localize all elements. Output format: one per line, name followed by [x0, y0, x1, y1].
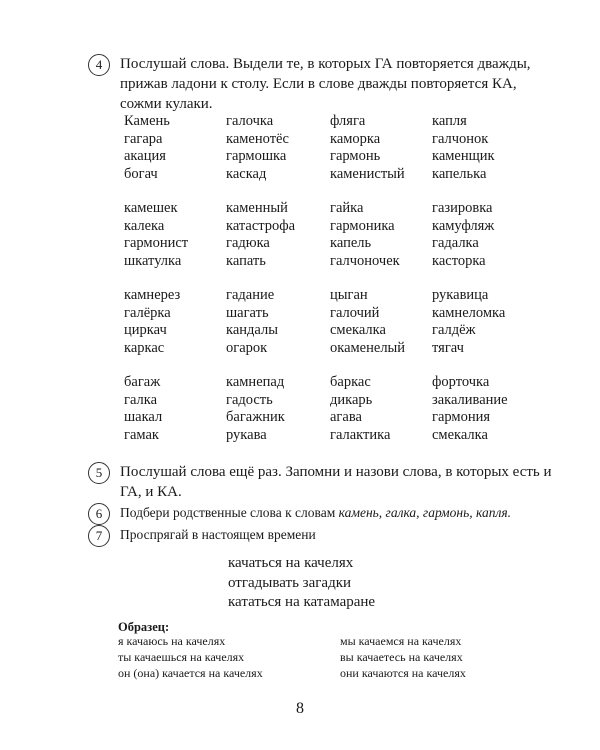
- word: капель: [330, 235, 372, 251]
- exercise-6-words: камень, галка, гармонь, капля.: [338, 505, 512, 520]
- phrase: качаться на качелях: [228, 555, 354, 571]
- word: смекалка: [330, 322, 386, 338]
- word: каменотёс: [226, 130, 289, 147]
- word: касторка: [432, 252, 486, 269]
- word-block-2: [124, 200, 542, 270]
- word: тягач: [432, 339, 464, 356]
- word: каркас: [124, 339, 165, 356]
- word: камнерез: [124, 287, 181, 303]
- exercise-6: [90, 503, 560, 523]
- word: окаменелый: [330, 339, 406, 356]
- word: галка: [124, 391, 158, 408]
- word: капать: [226, 252, 266, 269]
- sample-singular: [118, 633, 263, 681]
- word: галочий: [330, 304, 380, 321]
- word: галдёж: [432, 322, 476, 338]
- sample-plural: [340, 633, 466, 681]
- word: агава: [330, 409, 362, 425]
- word: дикарь: [330, 391, 373, 408]
- word: каменщик: [432, 148, 495, 164]
- word: каморка: [330, 130, 381, 147]
- conjugation-phrases: [228, 554, 375, 613]
- word: гармонь: [330, 148, 381, 164]
- sample-line: вы качаетесь на качелях: [340, 650, 463, 664]
- word: галочка: [226, 113, 274, 129]
- word: шагать: [226, 304, 269, 321]
- word: гармошка: [226, 148, 287, 164]
- word-block-1: [124, 113, 542, 183]
- sample-line: они качаются на качелях: [340, 666, 466, 680]
- phrase: отгадывать загадки: [228, 574, 352, 591]
- word: катастрофа: [226, 217, 296, 234]
- exercise-number-badge: 4: [88, 54, 110, 76]
- word: гайка: [330, 200, 364, 216]
- word: галчоночек: [330, 252, 400, 269]
- word: гармония: [432, 409, 491, 425]
- word: гадание: [226, 287, 275, 303]
- sample-line: ты качаешься на качелях: [118, 650, 245, 664]
- exercise-7-text: Проспрягай в настоящем времени: [120, 527, 316, 542]
- word: камнеломка: [432, 304, 506, 321]
- exercise-4-text: Послушай слова. Выдели те, в которых ГА повторяется дважды, прижав ладони к столу. Если в слове дважды повторяется КА, сожми кулаки.: [120, 56, 531, 112]
- word: гадость: [226, 391, 273, 408]
- word: шакал: [124, 409, 163, 425]
- word: камешек: [124, 200, 178, 216]
- word: баркас: [330, 374, 371, 390]
- word: богач: [124, 165, 158, 182]
- word: галактика: [330, 426, 391, 443]
- word: гадалка: [432, 235, 479, 251]
- word: фляга: [330, 113, 366, 129]
- word: капля: [432, 113, 467, 129]
- word: смекалка: [432, 426, 488, 443]
- word: циркач: [124, 322, 167, 338]
- word: камнепад: [226, 374, 285, 390]
- word: гадюка: [226, 235, 270, 251]
- exercise-number-badge: 5: [88, 462, 110, 484]
- word-block-4: [124, 374, 542, 444]
- word: цыган: [330, 287, 368, 303]
- word: каменистый: [330, 165, 405, 182]
- word: газировка: [432, 200, 493, 216]
- word: багажник: [226, 409, 285, 425]
- word: камуфляж: [432, 217, 495, 234]
- word: гагара: [124, 130, 163, 147]
- sample-line: он (она) качается на качелях: [118, 666, 263, 680]
- word: гармоника: [330, 217, 395, 234]
- word: форточка: [432, 374, 490, 390]
- exercise-5-text: Послушай слова ещё раз. Запомни и назови слова, в которых есть и ГА, и КА.: [120, 464, 552, 500]
- exercise-number-badge: 7: [88, 525, 110, 547]
- exercise-6-plain: Подбери родственные слова к словам: [120, 505, 336, 520]
- word: закаливание: [432, 391, 508, 408]
- word: огарок: [226, 339, 268, 356]
- word: шкатулка: [124, 252, 182, 269]
- exercise-7: [90, 525, 560, 545]
- word: рукавица: [432, 287, 489, 303]
- word: рукава: [226, 426, 267, 443]
- exercise-4: [90, 54, 560, 114]
- word: каскад: [226, 165, 267, 182]
- exercise-5: [90, 462, 560, 502]
- word: гармонист: [124, 235, 189, 251]
- sample-line: я качаюсь на качелях: [118, 634, 226, 648]
- word: калека: [124, 217, 165, 234]
- word: каменный: [226, 200, 288, 216]
- word-block-3: [124, 287, 542, 357]
- word: галёрка: [124, 304, 171, 321]
- word: капелька: [432, 165, 487, 182]
- word: кандалы: [226, 322, 278, 338]
- sample-line: мы качаемся на качелях: [340, 634, 462, 648]
- word: гамак: [124, 426, 159, 443]
- word: Камень: [124, 113, 170, 129]
- word: багаж: [124, 374, 161, 390]
- page-number: 8: [296, 700, 304, 717]
- phrase: кататься на катамаране: [228, 594, 376, 610]
- exercise-6-text: [120, 503, 560, 523]
- sample-title: Образец:: [118, 620, 170, 634]
- word: акация: [124, 148, 166, 164]
- exercise-number-badge: 6: [88, 503, 110, 525]
- word: галчонок: [432, 130, 489, 147]
